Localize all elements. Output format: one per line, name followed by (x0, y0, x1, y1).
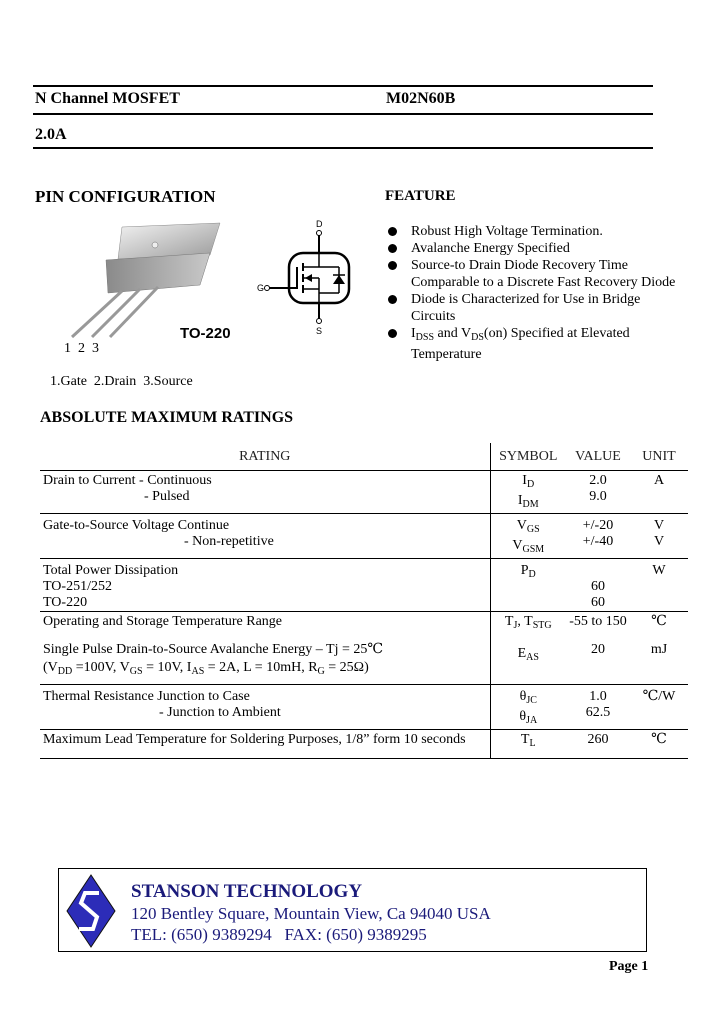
pin-legend: 1.Gate 2.Drain 3.Source (50, 374, 193, 389)
feature-text-cont: Comparable to a Discrete Fast Recovery Diode (411, 275, 676, 290)
feature-text: Avalanche Energy Specified (411, 241, 570, 256)
col-header-value: VALUE (566, 443, 630, 471)
pin-numbers: 1 2 3 (64, 341, 99, 356)
source-label: S (316, 326, 323, 335)
company-footer (58, 868, 647, 952)
feature-text: $I_{DSS}$ and $V_{DS}(on)$ Specified at Elevated (411, 326, 630, 343)
current-rating: 2.0A (35, 126, 67, 143)
feature-list (386, 223, 706, 363)
company-logo (65, 873, 117, 949)
table-row: Drain to Current - Continuous - Pulsed $I_D$ $I_{DM}$ 2.0 9.0 A (40, 471, 688, 514)
col-header-symbol: SYMBOL (490, 443, 566, 471)
package-label: TO-220 (180, 325, 231, 342)
feature-text-cont: Circuits (411, 309, 456, 324)
table-row: Gate-to-Source Voltage Continue - Non-repetitive $V_{GS}$ $V_{GSM}$ +/-20 +/-40 V V (40, 514, 688, 559)
bullet-icon (388, 227, 397, 236)
feature-item (386, 325, 706, 363)
table-row: Thermal Resistance Junction to Case - Junction to Ambient $\theta_{JC}$ $\theta_{JA}$ 1.0 62.5 ℃/W (40, 685, 688, 730)
feature-title: FEATURE (385, 188, 456, 204)
table-row: Maximum Lead Temperature for Soldering Purposes, 1/8” form 10 seconds $T_L$ 260 ℃ (40, 730, 688, 759)
col-header-unit: UNIT (630, 443, 688, 471)
company-address: 120 Bentley Square, Mountain View, Ca 94040 USA (131, 904, 491, 923)
product-type: N Channel MOSFET (35, 90, 180, 107)
bullet-icon (388, 244, 397, 253)
feature-item (386, 257, 706, 291)
bullet-icon (388, 261, 397, 270)
table-header-row (40, 443, 688, 471)
col-header-rating: RATING (40, 443, 490, 471)
pin-config-title: PIN CONFIGURATION (35, 187, 216, 206)
header-bottom-rule (33, 147, 653, 149)
header-top-rule (33, 85, 653, 87)
ratings-table (40, 443, 688, 759)
header-mid-rule (33, 113, 653, 115)
mosfet-symbol (255, 215, 365, 335)
feature-text: Diode is Characterized for Use in Bridge (411, 292, 641, 307)
bullet-icon (388, 295, 397, 304)
ratings-title: ABSOLUTE MAXIMUM RATINGS (40, 409, 294, 426)
table-row: Total Power Dissipation TO-251/252 TO-220 $P_D$ 60 60 W (40, 559, 688, 612)
table-row: Operating and Storage Temperature Range Single Pulse Drain-to-Source Avalanche Energy – Tj = 25℃ ($V_{DD} =100V$, $V_{GS} = 10V$, $I_{AS} = 2A$, L = 10mH, $R_G = 25\Omega$) $T_J$, $T_{STG}$ $E_{AS}$ -55 to 150 20 ℃ mJ (40, 612, 688, 685)
feature-item (386, 223, 706, 240)
feature-text-cont: Temperature (411, 347, 482, 362)
page-number: Page 1 (609, 959, 649, 974)
gate-label: G (257, 283, 265, 293)
company-phone: TEL: (650) 9389294 FAX: (650) 9389295 (131, 925, 427, 944)
feature-item (386, 240, 706, 257)
feature-text: Source-to Drain Diode Recovery Time (411, 258, 628, 273)
part-number: M02N60B (386, 90, 456, 107)
feature-item (386, 291, 706, 325)
bullet-icon (388, 329, 397, 338)
drain-label: D (316, 219, 323, 229)
feature-text: Robust High Voltage Termination. (411, 224, 603, 239)
company-name: STANSON TECHNOLOGY (131, 881, 363, 902)
